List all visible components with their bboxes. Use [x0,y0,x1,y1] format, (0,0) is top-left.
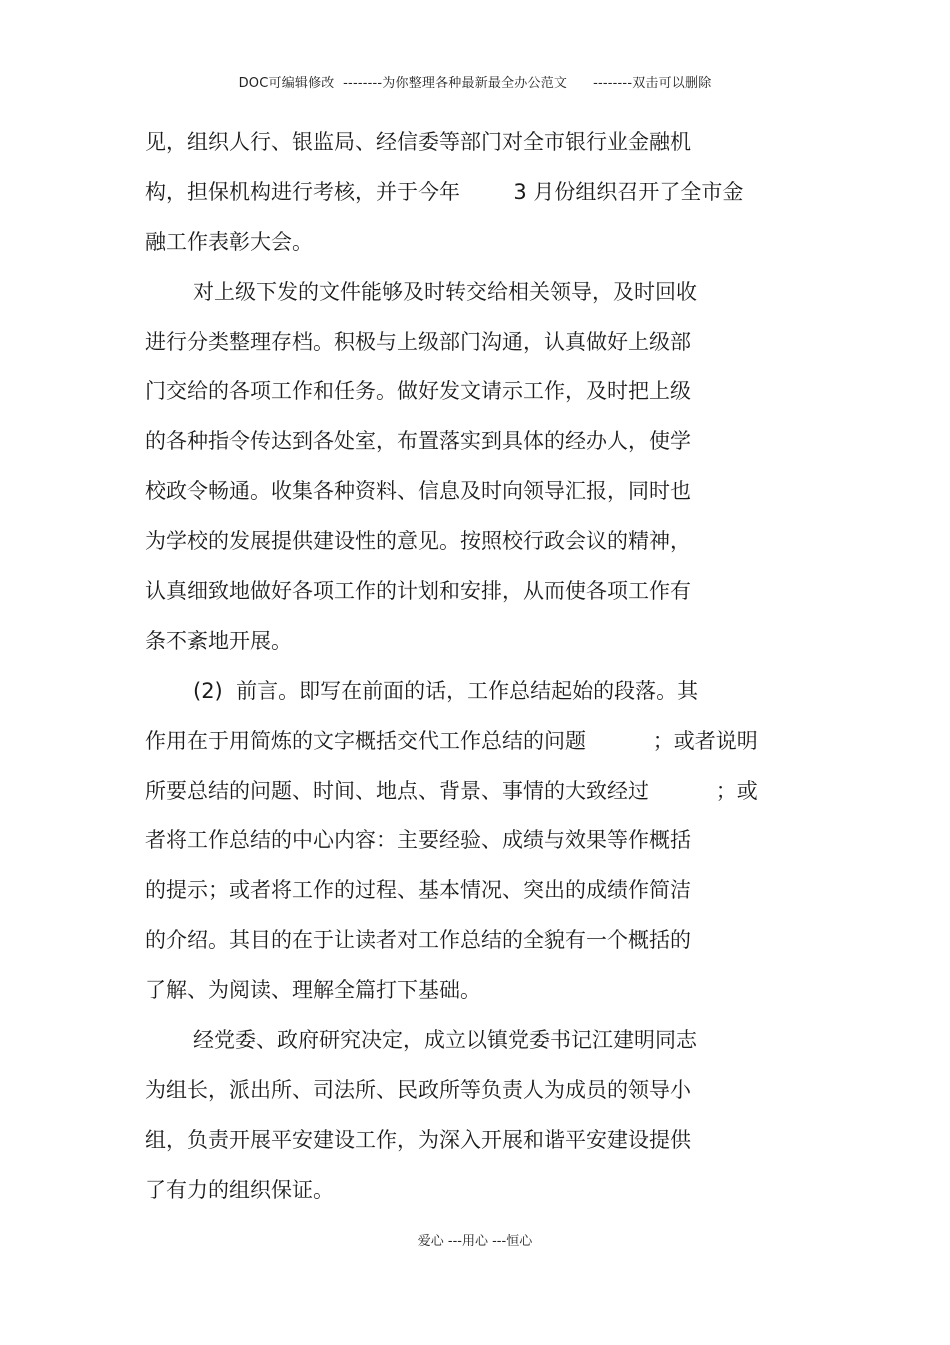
paragraph-first-line: (2) 前言。即写在前面的话，工作总结起始的段落。其 [193,679,699,703]
body-line: 为组长，派出所、司法所、民政所等负责人为成员的领导小 [145,1078,691,1102]
body-line: 融工作表彰大会。 [145,230,313,254]
page-footer: 爱心 ---用心 ---恒心 [417,1234,533,1249]
body-line: 校政令畅通。收集各种资料、信息及时向领导汇报，同时也 [145,479,691,503]
body-line: 的介绍。其目的在于让读者对工作总结的全貌有一个概括的 [145,928,691,952]
body-line: 门交给的各项工作和任务。做好发文请示工作，及时把上级 [145,379,691,403]
body-line: 条不紊地开展。 [145,629,292,653]
body-line: 了解、为阅读、理解全篇打下基础。 [145,978,481,1002]
paragraph-first-line: 经党委、政府研究决定，成立以镇党委书记江建明同志 [193,1028,697,1052]
body-line: 所要总结的问题、时间、地点、背景、事情的大致经过 ；或 [145,779,758,803]
body-line: 进行分类整理存档。积极与上级部门沟通，认真做好上级部 [145,330,691,354]
body-line: 作用在于用简炼的文字概括交代工作总结的问题 ；或者说明 [145,729,758,753]
body-line: 的提示；或者将工作的过程、基本情况、突出的成绩作简洁 [145,878,691,902]
body-line: 为学校的发展提供建设性的意见。按照校行政会议的精神， [145,529,691,553]
body-line: 者将工作总结的中心内容：主要经验、成绩与效果等作概括 [145,828,691,852]
body-line: 构，担保机构进行考核，并于今年 3 月份组织召开了全市金 [145,180,744,204]
body-line: 的各种指令传达到各处室，布置落实到具体的经办人，使学 [145,429,691,453]
page-header: DOC可编辑修改 --------为你整理各种最新最全办公范文 --------双击可以删除 [238,76,712,91]
body-line: 了有力的组织保证。 [145,1178,334,1202]
paragraph-first-line: 对上级下发的文件能够及时转交给相关领导，及时回收 [193,280,697,304]
body-line: 见，组织人行、银监局、经信委等部门对全市银行业金融机 [145,130,691,154]
body-line: 组，负责开展平安建设工作，为深入开展和谐平安建设提供 [145,1128,691,1152]
body-line: 认真细致地做好各项工作的计划和安排，从而使各项工作有 [145,579,691,603]
